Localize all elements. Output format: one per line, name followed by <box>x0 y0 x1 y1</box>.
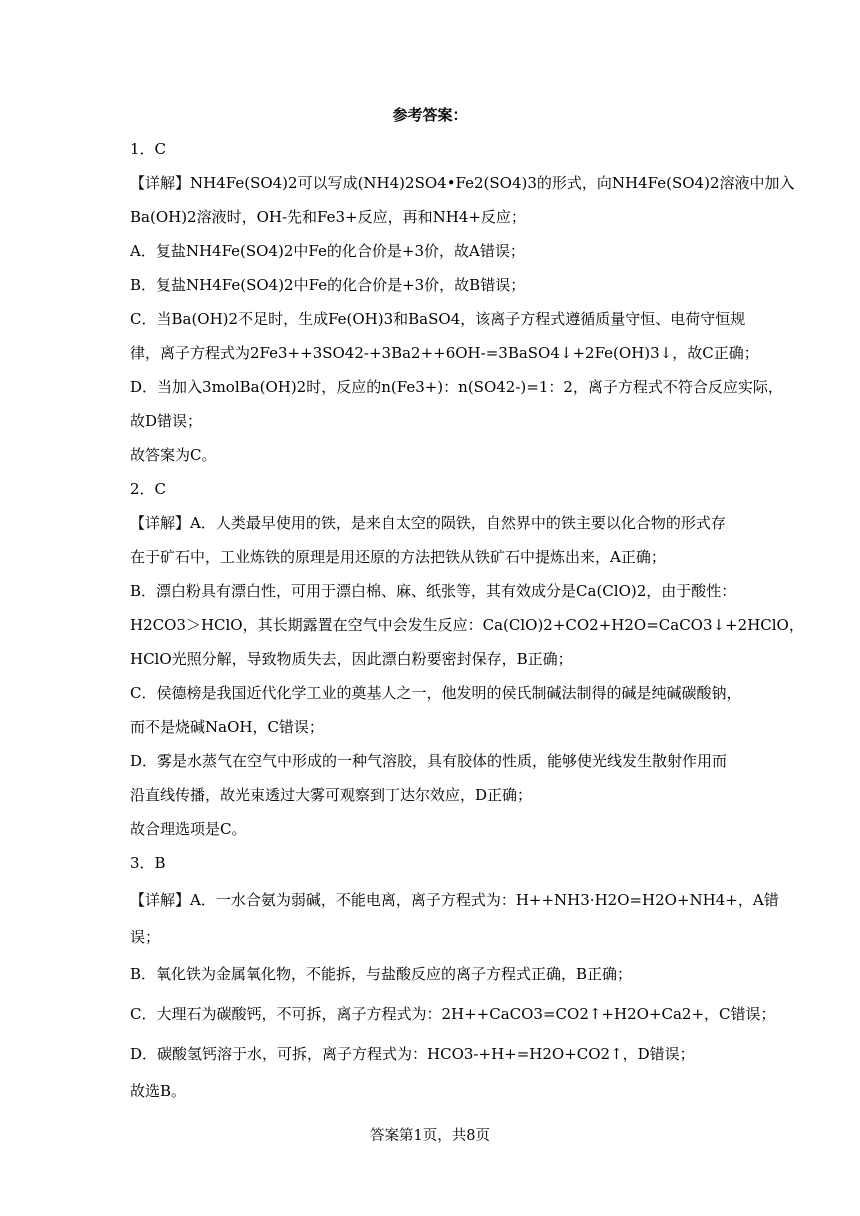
q1-line: D．当加入3molBa(OH)2时，反应的n(Fe3+)：n(SO42-)=1：2，离子方程式不符合反应实际， <box>130 378 783 396</box>
q2-line: 故合理选项是C。 <box>130 820 247 838</box>
q2-line: 而不是烧碱NaOH，C错误； <box>130 718 324 736</box>
q1-line: B．复盐NH4Fe(SO4)2中Fe的化合价是+3价，故B错误； <box>130 276 526 294</box>
q2-line: H2CO3＞HClO，其长期露置在空气中会发生反应：Ca(ClO)2+CO2+H2O=CaCO3↓+2HClO， <box>130 616 804 634</box>
q3-line: C．大理石为碳酸钙，不可拆，离子方程式为：2H++CaCO3=CO2↑+H2O+Ca2+，C错误； <box>130 1005 776 1023</box>
q1-line: A．复盐NH4Fe(SO4)2中Fe的化合价是+3价，故A错误； <box>130 242 525 260</box>
q3-number: 3．B <box>130 854 166 872</box>
q3-line: 【详解】A．一水合氨为弱碱，不能电离，离子方程式为：H++NH3·H2O=H2O+NH4+，A错 <box>130 891 779 909</box>
page-title: 参考答案： <box>392 106 468 124</box>
answer-content <box>130 132 804 1108</box>
q3-line: 故选B。 <box>130 1082 187 1100</box>
q2-line: 在于矿石中，工业炼铁的原理是用还原的方法把铁从铁矿石中提炼出来，A正确； <box>130 548 666 566</box>
q2-number: 2．C <box>130 480 167 498</box>
q1-number: 1．C <box>130 140 167 158</box>
q1-line: C．当Ba(OH)2不足时，生成Fe(OH)3和BaSO4，该离子方程式遵循质量守恒、电荷守恒规 <box>130 310 746 328</box>
q2-line: D．雾是水蒸气在空气中形成的一种气溶胶，具有胶体的性质，能够使光线发生散射作用而 <box>130 752 728 770</box>
q1-line: 故D错误； <box>130 412 203 430</box>
q2-line: HClO光照分解，导致物质失去，因此漂白粉要密封保存，B正确； <box>130 650 573 668</box>
q1-line: 【详解】NH4Fe(SO4)2可以写成(NH4)2SO4•Fe2(SO4)3的形式，向NH4Fe(SO4)2溶液中加入 <box>130 174 795 192</box>
q2-line: B．漂白粉具有漂白性，可用于漂白棉、麻、纸张等，其有效成分是Ca(ClO)2，由于酸性： <box>130 582 737 600</box>
q2-line: 【详解】A．人类最早使用的铁，是来自太空的陨铁，自然界中的铁主要以化合物的形式存 <box>130 514 726 532</box>
q2-line: 沿直线传播，故光束透过大雾可观察到丁达尔效应，D正确； <box>130 786 533 804</box>
q3-line: B．氧化铁为金属氧化物，不能拆，与盐酸反应的离子方程式正确，B正确； <box>130 965 633 983</box>
q3-line: D．碳酸氢钙溶于水，可拆，离子方程式为：HCO3-+H+=H2O+CO2↑，D错误； <box>130 1045 695 1063</box>
q1-line: Ba(OH)2溶液时，OH-先和Fe3+反应，再和NH4+反应； <box>130 208 526 226</box>
q1-line: 律，离子方程式为2Fe3++3SO42-+3Ba2++6OH-=3BaSO4↓+2Fe(OH)3↓，故C正确； <box>130 344 759 362</box>
page-footer: 答案第1页，共8页 <box>370 1128 490 1144</box>
q2-line: C．侯德榜是我国近代化学工业的奠基人之一，他发明的侯氏制碱法制得的碱是纯碱碳酸钠， <box>130 684 742 702</box>
q3-line: 误； <box>130 928 161 946</box>
q1-line: 故答案为C。 <box>130 446 217 464</box>
